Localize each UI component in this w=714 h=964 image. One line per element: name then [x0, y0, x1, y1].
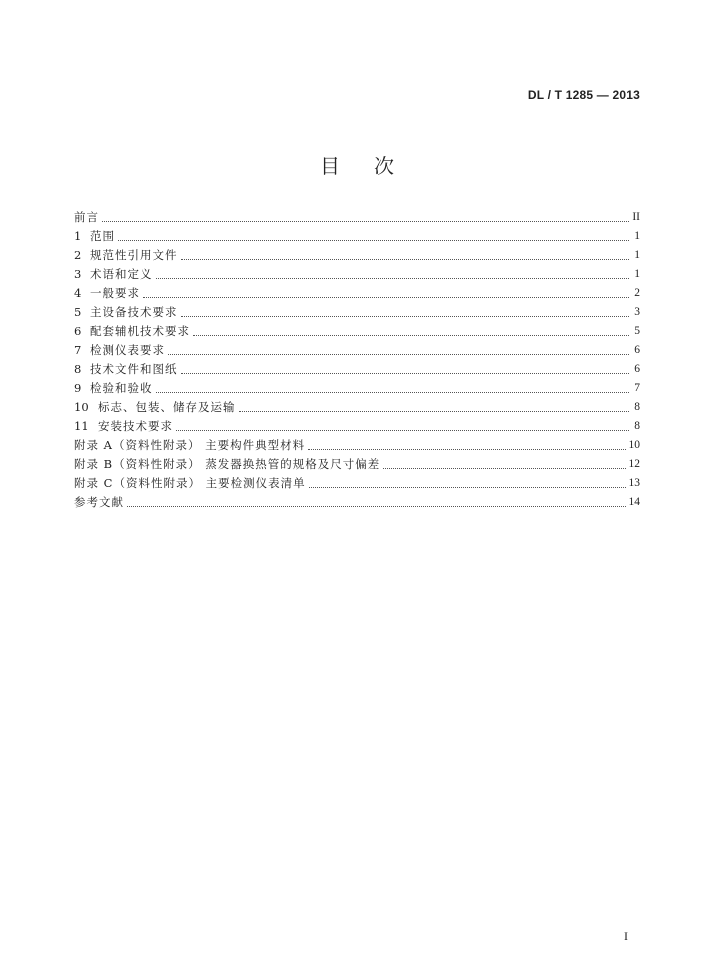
toc-leader-dots: [156, 278, 630, 279]
toc-entry-label: 参考文献: [74, 495, 124, 509]
toc-leader-dots: [309, 487, 626, 488]
toc-entry-label: 附录 C（资料性附录） 主要检测仪表清单: [74, 476, 306, 490]
toc-entry-appendix-b[interactable]: [74, 455, 640, 474]
toc-entry-label: 附录 B（资料性附录） 蒸发器换热管的规格及尺寸偏差: [74, 457, 381, 471]
toc-entry-page: 3: [634, 306, 640, 318]
toc-leader-dots: [102, 221, 629, 222]
toc-entry-page: 8: [634, 401, 640, 413]
toc-leader-dots: [168, 354, 629, 355]
toc-entry-page: 1: [634, 230, 640, 242]
toc-entry-4[interactable]: [74, 284, 640, 303]
toc-entry-5[interactable]: [74, 303, 640, 322]
toc-entry-number: 4: [74, 286, 82, 300]
toc-entry-label: 一般要求: [90, 286, 140, 300]
toc-entry-page: 5: [634, 325, 640, 337]
toc-entry-label: 主设备技术要求: [90, 305, 178, 319]
toc-leader-dots: [181, 259, 630, 260]
toc-entry-page: 1: [634, 268, 640, 280]
toc-entry-2[interactable]: [74, 246, 640, 265]
toc-entry-number: 8: [74, 362, 82, 376]
toc-leader-dots: [193, 335, 629, 336]
standard-code: DL / T 1285 — 2013: [527, 88, 640, 102]
toc-entry-appendix-c[interactable]: [74, 474, 640, 493]
toc-entry-page: II: [632, 211, 640, 223]
toc-leader-dots: [176, 430, 629, 431]
toc-leader-dots: [127, 506, 626, 507]
toc-entry-page: 14: [628, 496, 640, 508]
page-title: 目次: [320, 154, 428, 178]
toc-entry-number: 1: [74, 229, 82, 243]
toc-entry-page: 10: [628, 439, 640, 451]
toc-entry-label: 规范性引用文件: [90, 248, 178, 262]
toc-entry-label: 前言: [74, 210, 99, 224]
toc-entry-3[interactable]: [74, 265, 640, 284]
toc-entry-label: 配套辅机技术要求: [90, 324, 190, 338]
toc-leader-dots: [181, 316, 630, 317]
toc-entry-page: 13: [628, 477, 640, 489]
toc-entry-page: 8: [634, 420, 640, 432]
toc-entry-page: 2: [634, 287, 640, 299]
toc-entry-label: 检测仪表要求: [90, 343, 165, 357]
toc-leader-dots: [383, 468, 625, 469]
toc-entry-number: 3: [74, 267, 82, 281]
toc-entry-number: 2: [74, 248, 82, 262]
toc-entry-7[interactable]: [74, 341, 640, 360]
toc-leader-dots: [239, 411, 630, 412]
toc-entry-8[interactable]: [74, 360, 640, 379]
toc-entry-foreword[interactable]: [74, 208, 640, 227]
toc-entry-number: 11: [74, 419, 89, 433]
table-of-contents: [74, 208, 640, 512]
toc-entry-label: 附录 A（资料性附录） 主要构件典型材料: [74, 438, 306, 452]
page-number: I: [624, 929, 628, 943]
toc-entry-label: 标志、包装、储存及运输: [98, 400, 236, 414]
toc-leader-dots: [308, 449, 625, 450]
toc-leader-dots: [118, 240, 629, 241]
toc-entry-11[interactable]: [74, 417, 640, 436]
toc-entry-9[interactable]: [74, 379, 640, 398]
toc-entry-6[interactable]: [74, 322, 640, 341]
toc-entry-appendix-a[interactable]: [74, 436, 640, 455]
toc-leader-dots: [156, 392, 630, 393]
toc-entry-references[interactable]: [74, 493, 640, 512]
toc-entry-label: 技术文件和图纸: [90, 362, 178, 376]
toc-entry-page: 12: [628, 458, 640, 470]
toc-entry-label: 范围: [90, 229, 115, 243]
toc-entry-page: 1: [634, 249, 640, 261]
toc-entry-number: 5: [74, 305, 82, 319]
toc-leader-dots: [143, 297, 629, 298]
toc-entry-label: 安装技术要求: [98, 419, 173, 433]
toc-entry-number: 6: [74, 324, 82, 338]
toc-entry-10[interactable]: [74, 398, 640, 417]
toc-entry-number: 10: [74, 400, 89, 414]
toc-entry-page: 6: [634, 344, 640, 356]
toc-entry-number: 9: [74, 381, 82, 395]
toc-leader-dots: [181, 373, 630, 374]
toc-entry-label: 检验和验收: [90, 381, 153, 395]
toc-entry-1[interactable]: [74, 227, 640, 246]
toc-entry-page: 7: [634, 382, 640, 394]
toc-entry-number: 7: [74, 343, 82, 357]
toc-entry-page: 6: [634, 363, 640, 375]
toc-entry-label: 术语和定义: [90, 267, 153, 281]
